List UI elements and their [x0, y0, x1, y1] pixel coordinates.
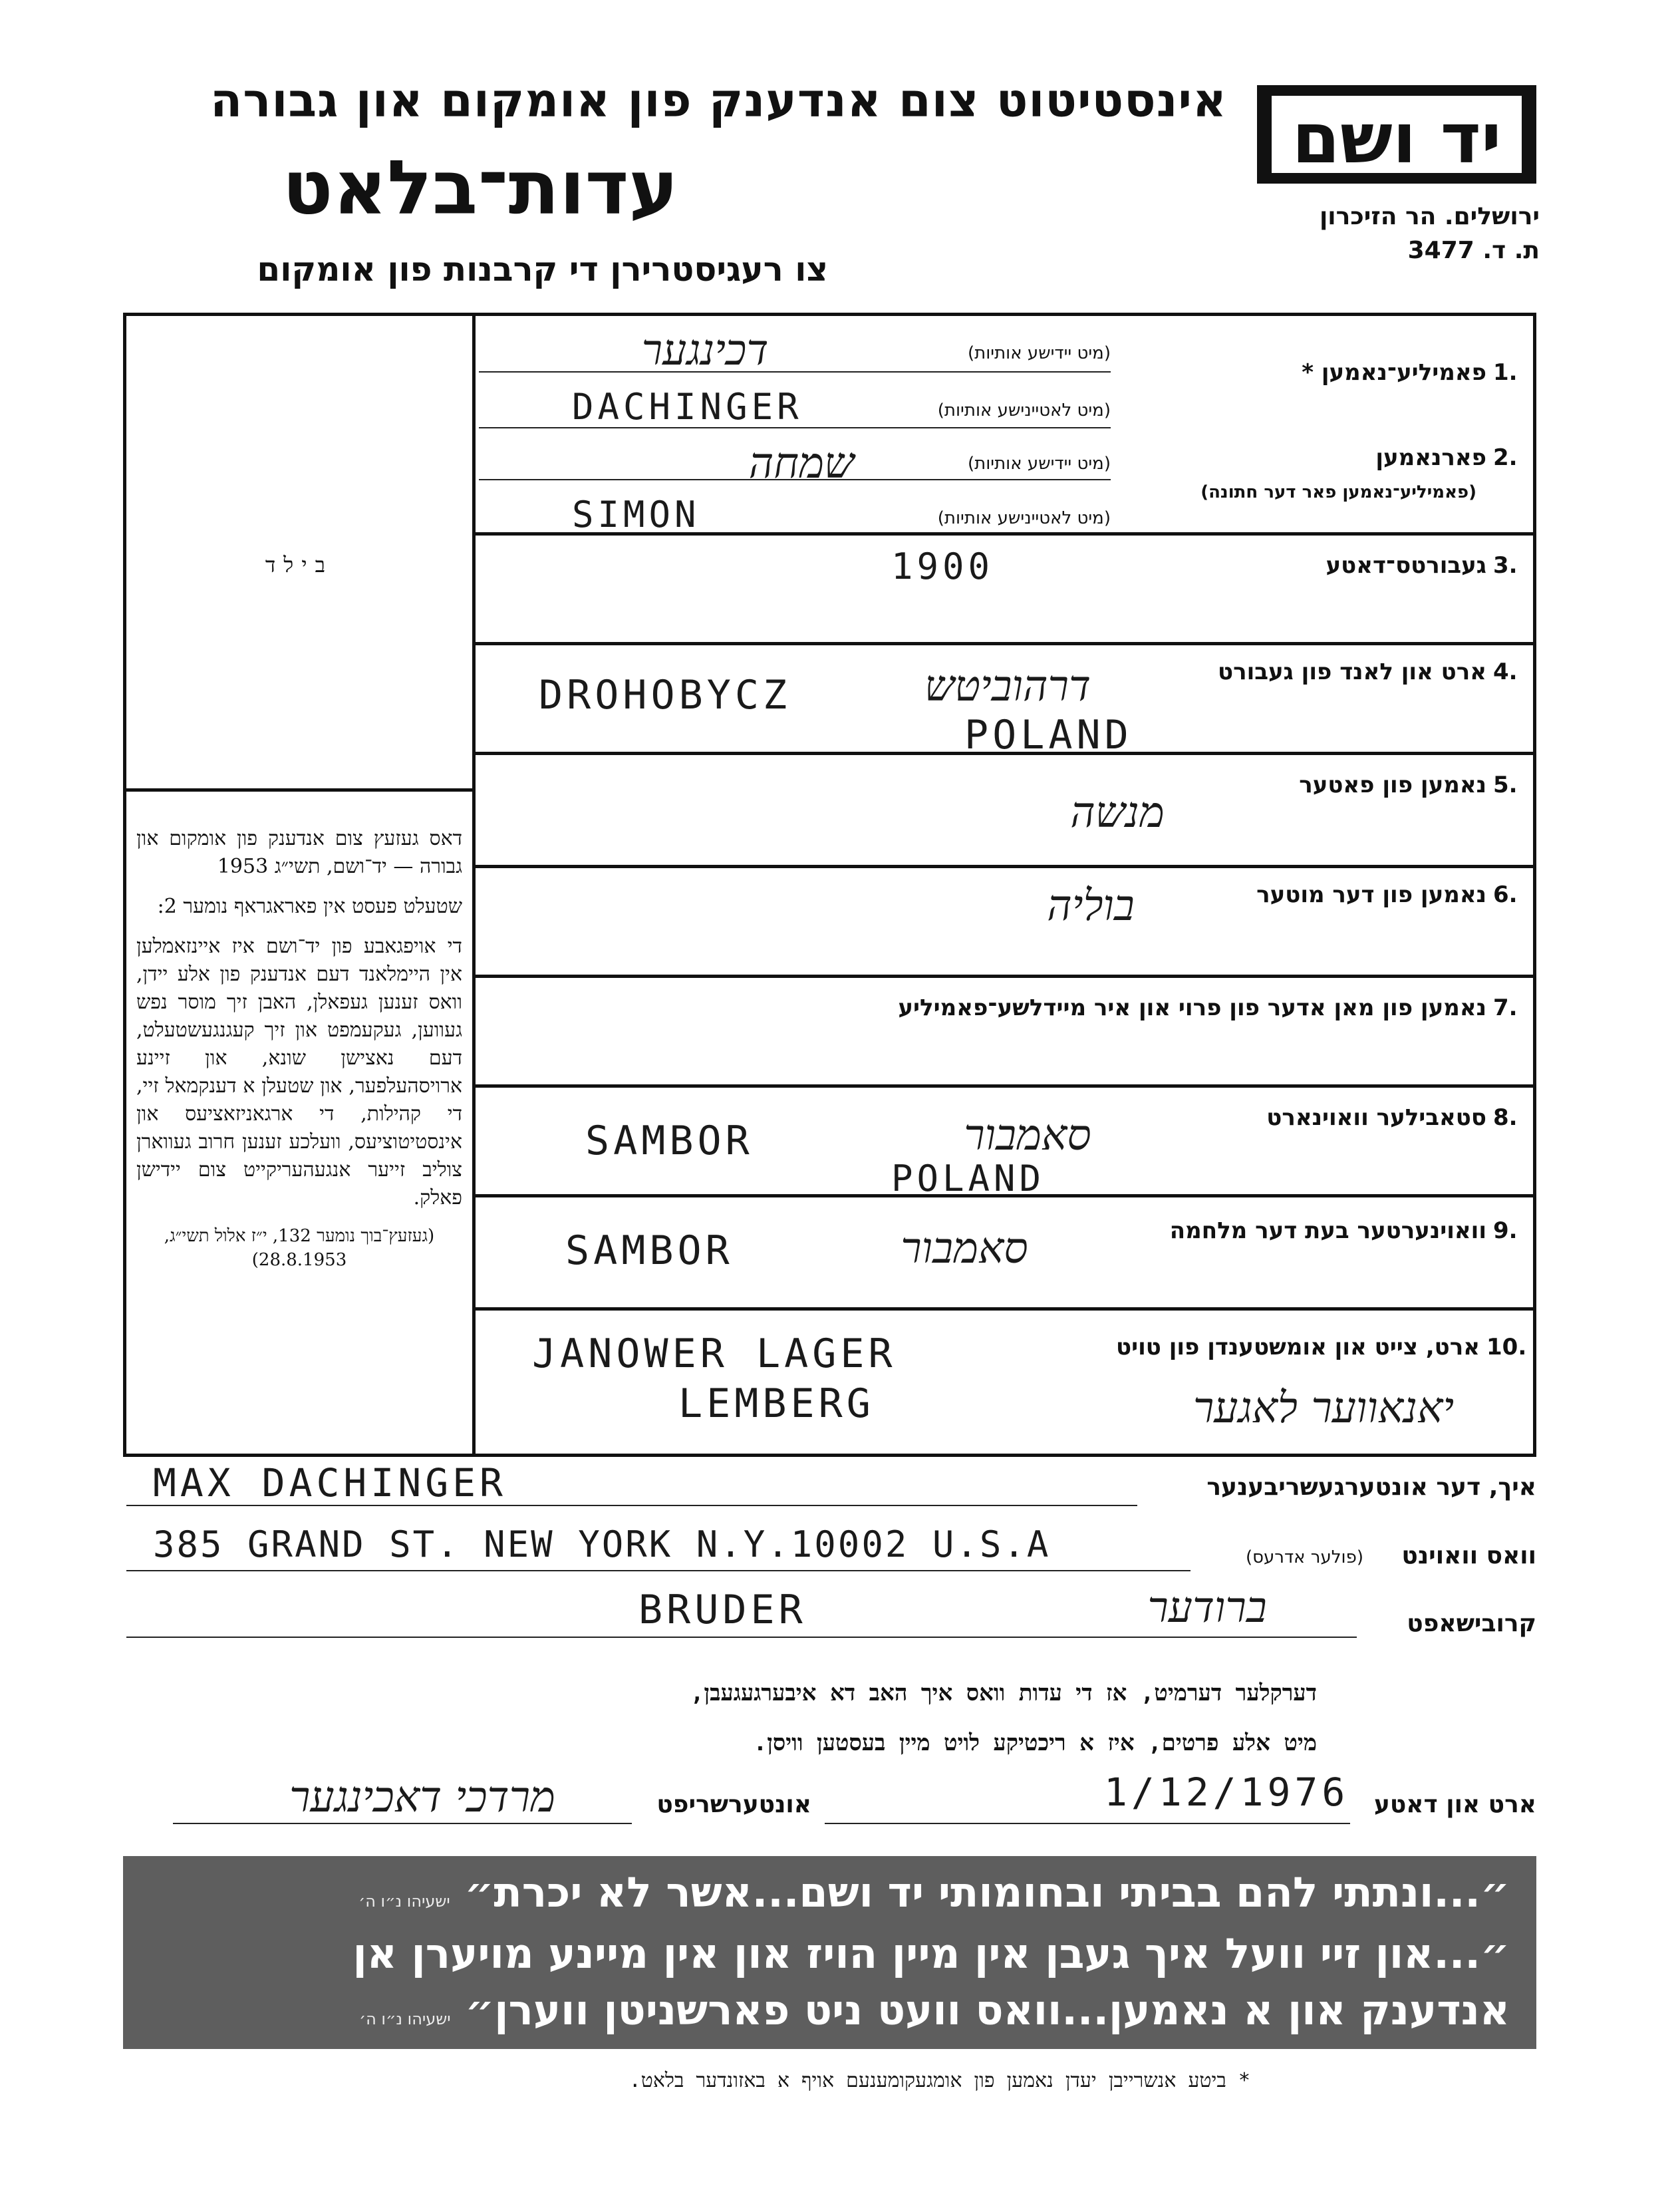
q9-value-yiddish[interactable]: סאמבור: [901, 1224, 1028, 1273]
q9-value-latin[interactable]: SAMBOR: [565, 1227, 734, 1274]
banner-quote-hebrew: [358, 1868, 1510, 1917]
law-body: די אויפגאבע פון יד־ושם איז איינזאמלען אין היימלאנד דעם אנדענק פון אלע יידן, וואס זענען געפאלן, האבן זיך מוסר נפש געווען, געקעמפט און זיך קעגנגעשטעלט, דעם נאצישן שונא, און זיינע ארויסהעלפער, און שטעלן א דענקמאל זיי, די קהילות, די ארגאניזאציעס און אינסטיטוציעס, וועלכע זענען חרוב געווארן צוליב זייער אנגעהעריקייט צום יידישן פאלק.: [136, 935, 462, 1209]
banner-quote-yiddish-2: [359, 1986, 1510, 2034]
submitter-address-value[interactable]: 385 GRAND ST. NEW YORK N.Y.10002 U.S.A: [153, 1523, 1051, 1565]
q8-value-country[interactable]: POLAND: [891, 1158, 1046, 1199]
row-divider: [476, 975, 1536, 978]
q2-hint-yiddish: (מיט יידישע אותיות): [967, 454, 1111, 474]
banner-quote-hebrew-text: ״...ונתתי להם בביתי ובחומותי יד ושם...אשר לא יכרת״: [464, 1868, 1510, 1917]
q6-label: נאמען פון דער מוטער: [1256, 881, 1486, 908]
banner-ref-1: ישעיהו נ״ו ה׳: [358, 1892, 450, 1911]
law-intro: דאס געזעץ צום אנדענק פון אומקום און גבורה — יד־ושם, תשי״ג 1953: [136, 827, 462, 878]
q10-value-latin-2[interactable]: LEMBERG: [678, 1380, 875, 1427]
submitter-name-label: איך, דער אונטערגעשריבענער: [1206, 1474, 1536, 1501]
page-title: עדות־בלאט: [282, 145, 678, 232]
q4-value-country[interactable]: POLAND: [964, 712, 1133, 758]
q6-value[interactable]: בוליה: [1047, 881, 1135, 931]
q5-label: נאמען פון פאטער: [1299, 772, 1486, 798]
signature-label: אונטערשריפט: [656, 1791, 811, 1818]
q3-label: געבורטס־דאטע: [1326, 552, 1486, 579]
footnote: * ביטע אנשרייבן יעדן נאמען פון אומגעקומענעם אויף א באזונדער בלאט.: [629, 2069, 1250, 2092]
submitter-address-label: וואס וואוינט: [1401, 1542, 1536, 1569]
q4-number: 4.: [1493, 659, 1518, 685]
place-date-line: [825, 1823, 1350, 1824]
institute-name: אינסטיטוט צום אנדענק פון אומקום און גבורה: [210, 73, 1227, 128]
row-divider: [476, 1084, 1536, 1088]
q2-value-yiddish[interactable]: שמחה: [748, 439, 855, 488]
banner-quote-yiddish-1: ״...און זיי וועל איך געבן אין מיין הויז און אין מיינע מויערן אן: [352, 1929, 1510, 1978]
submitter-name-value[interactable]: MAX DACHINGER: [153, 1460, 507, 1505]
q3-value[interactable]: 1900: [891, 546, 994, 587]
q8-value-latin[interactable]: SAMBOR: [585, 1118, 754, 1164]
declaration-line-1: דערקלער דערמיט, אז די עדות וואס איך האב דא איבערגעגעבן,: [690, 1680, 1317, 1706]
submitter-relation-yiddish[interactable]: ברודער: [1147, 1583, 1267, 1633]
page-subtitle: צו רעגיסטרירן די קרבנות פון אומקום: [257, 250, 828, 289]
q7-label: נאמען פון מאן אדער פון פרוי און איר מיידלשע־פאמיליע: [898, 995, 1486, 1021]
law-text-block: [136, 825, 462, 1284]
q10-number: 10.: [1486, 1334, 1527, 1360]
row-divider: [476, 865, 1536, 868]
q2-hint-latin: (מיט לאטיינישע אותיות): [937, 508, 1111, 528]
q9-label: וואוינערטער בעת דער מלחמה: [1169, 1217, 1486, 1244]
law-citation: (געזעץ־בוך נומער 132, י״ז אלול תשי״ג, 28.8.1953): [164, 1226, 435, 1270]
yad-vashem-logo: [1257, 85, 1536, 184]
q6-number: 6.: [1493, 881, 1518, 908]
banner-quote-yiddish-2-text: אנדענק און א נאמען...וואס וועט ניט פארשניטן ווערן״: [465, 1986, 1510, 2034]
submitter-relation-label: קרובישאפט: [1407, 1610, 1536, 1637]
declaration-line-2: מיט אלע פרטים, איז א ריכטיקע לויט מיין בעסטען וויסן.: [753, 1730, 1317, 1756]
q2-label: פארנאמען: [1375, 444, 1486, 471]
q4-value-yiddish[interactable]: דרהוביטש: [924, 662, 1091, 711]
place-date-label: ארט און דאטע: [1373, 1791, 1536, 1818]
place-date-value[interactable]: 1/12/1976: [1104, 1770, 1349, 1815]
submitter-address-line: [126, 1570, 1190, 1571]
q3-number: 3.: [1493, 552, 1518, 579]
q1-value-latin[interactable]: DACHINGER: [572, 386, 803, 428]
submitter-relation-latin[interactable]: BRUDER: [638, 1587, 807, 1633]
signature-value[interactable]: מרדכי דאכינגער: [289, 1773, 555, 1822]
submitter-relation-line: [126, 1637, 1357, 1638]
logo-address: ירושלים. הר הזיכרון: [1319, 203, 1540, 230]
row-divider: [476, 642, 1536, 645]
photo-label: בילד: [265, 552, 334, 577]
q5-number: 5.: [1493, 772, 1518, 798]
q2-value-latin[interactable]: SIMON: [572, 494, 700, 536]
q1-hint-latin: (מיט לאטיינישע אותיות): [937, 400, 1111, 420]
q8-value-yiddish[interactable]: סאמבור: [964, 1111, 1091, 1160]
q8-number: 8.: [1493, 1104, 1518, 1131]
q5-value[interactable]: מנשה: [1070, 788, 1165, 838]
row-divider: [476, 1307, 1536, 1311]
q1-value-yiddish[interactable]: דכינגער: [641, 326, 769, 375]
q9-number: 9.: [1493, 1217, 1518, 1244]
q1-label: פאמיליע־נאמען *: [1302, 359, 1486, 386]
q4-value-latin[interactable]: DROHOBYCZ: [539, 672, 791, 718]
q10-value-yiddish[interactable]: יאנאווער לאגער: [1192, 1384, 1455, 1433]
q8-label: סטאבילער וואוינארט: [1266, 1104, 1486, 1131]
q2-sublabel: (פאמיליע־נאמען פאר דער חתונה): [1200, 482, 1476, 502]
law-paragraph-ref: שטעלט פעסט אין פאראגראף נומער 2:: [157, 895, 462, 918]
q2-number: 2.: [1493, 444, 1518, 471]
logo-po-box: ת. ד. 3477: [1407, 237, 1540, 264]
submitter-address-hint: (פולער אדרעס): [1246, 1547, 1363, 1567]
banner-ref-2: ישעיהו נ״ו ה׳: [359, 2010, 451, 2028]
q7-number: 7.: [1493, 995, 1518, 1021]
quote-banner: [123, 1856, 1536, 2049]
q1-hint-yiddish: (מיט יידישע אותיות): [967, 343, 1111, 363]
q10-label: ארט, צייט און אומשטענדן פון טויט: [1115, 1334, 1480, 1360]
q4-label: ארט און לאנד פון געבורט: [1218, 659, 1486, 685]
signature-line: [173, 1823, 632, 1824]
q1-number: 1.: [1493, 359, 1518, 386]
q10-value-latin-1[interactable]: JANOWER LAGER: [532, 1331, 897, 1377]
logo-text: יד ושם: [1272, 96, 1522, 173]
